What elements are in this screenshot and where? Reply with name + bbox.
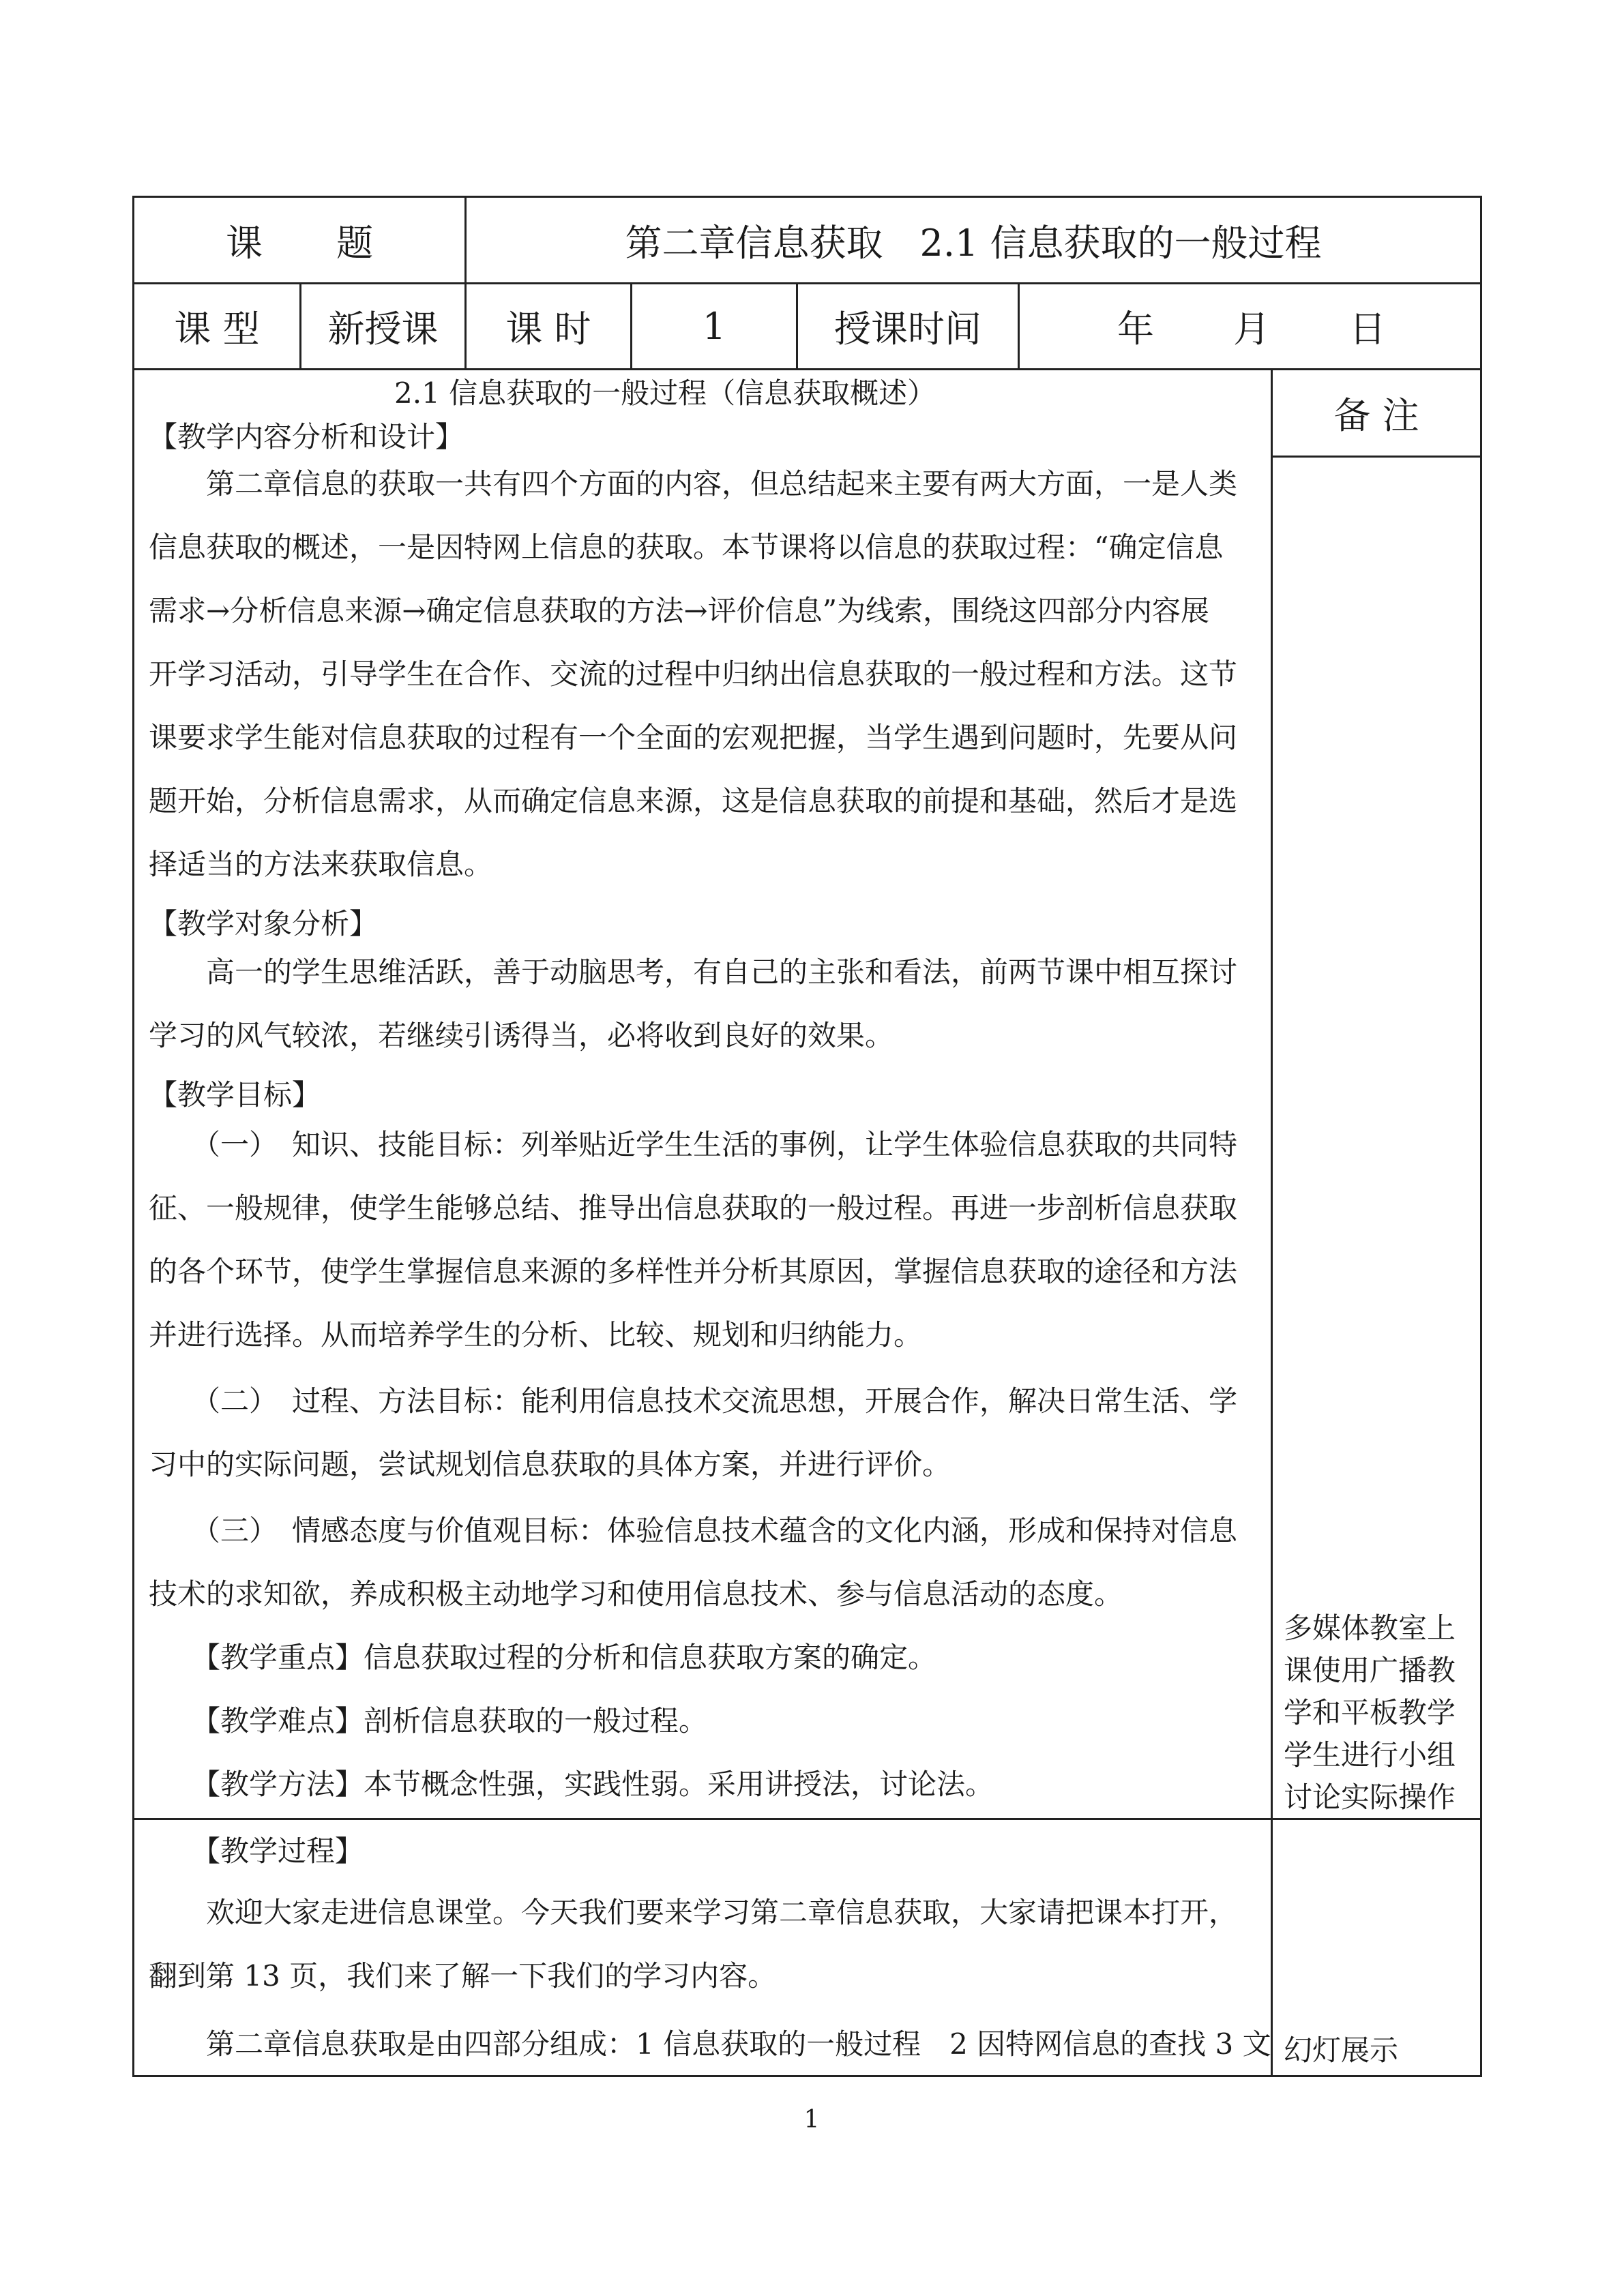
remarks-header-divider: [1271, 456, 1482, 458]
content-line: 的各个环节，使学生掌握信息来源的多样性并分析其原因，掌握信息获取的途径和方法: [149, 1255, 1238, 1288]
content-line: （二） 过程、方法目标：能利用信息技术交流思想，开展合作，解决日常生活、学: [149, 1384, 1238, 1418]
content-line: （一） 知识、技能目标：列举贴近学生生活的事例，让学生体验信息获取的共同特: [149, 1128, 1238, 1161]
hours-label: 课 时: [505, 308, 591, 351]
content-line: 开学习活动，引导学生在合作、交流的过程中归纳出信息获取的一般过程和方法。这节: [149, 657, 1238, 691]
content-line: （三） 情感态度与价值观目标：体验信息技术蕴含的文化内涵，形成和保持对信息: [149, 1514, 1238, 1547]
time-label: 授课时间: [834, 308, 981, 351]
column-divider: [1018, 282, 1020, 370]
topic-label: 课 题: [226, 221, 373, 265]
content-line: 课要求学生能对信息获取的过程有一个全面的宏观把握，当学生遇到问题时，先要从问: [149, 721, 1238, 754]
table-border-bottom: [132, 2075, 1482, 2077]
content-line: 【教学目标】: [149, 1078, 321, 1112]
remark-multimedia: 多媒体教室上课使用广播教学和平板教学学生进行小组讨论实际操作: [1284, 1611, 1456, 1814]
content-line: 【教学内容分析和设计】: [149, 420, 464, 453]
table-border-left: [132, 196, 134, 2077]
content-line: 技术的求知欲，养成积极主动地学习和使用信息技术、参与信息活动的态度。: [149, 1577, 1123, 1611]
page-number: 1: [803, 2106, 820, 2134]
content-line: 并进行选择。从而培养学生的分析、比较、规划和归纳能力。: [149, 1318, 923, 1352]
remarks-label: 备 注: [1333, 394, 1419, 437]
content-line: 习中的实际问题，尝试规划信息获取的具体方案，并进行评价。: [149, 1448, 951, 1481]
content-line: 【教学方法】本节概念性强，实践性弱。采用讲授法，讨论法。: [149, 1768, 994, 1801]
day-label: 日: [1349, 308, 1386, 351]
process-line: 欢迎大家走进信息课堂。今天我们要来学习第二章信息获取，大家请把课本打开，: [149, 1896, 1238, 1929]
year-label: 年: [1117, 308, 1154, 351]
content-line: 【教学对象分析】: [149, 907, 379, 940]
content-line: 第二章信息的获取一共有四个方面的内容，但总结起来主要有两大方面，一是人类: [149, 467, 1238, 501]
hours-value: 1: [702, 305, 726, 348]
content-line: 题开始，分析信息需求，从而确定信息来源，这是信息获取的前提和基础，然后才是选: [149, 784, 1238, 818]
content-line: 学习的风气较浓，若继续引诱得当，必将收到良好的效果。: [149, 1019, 894, 1052]
topic-value: 第二章信息获取 2.1 信息获取的一般过程: [625, 221, 1322, 265]
content-line: 【教学重点】信息获取过程的分析和信息获取方案的确定。: [149, 1641, 937, 1674]
remarks-column-divider: [1271, 368, 1273, 2077]
content-line: 信息获取的概述，一是因特网上信息的获取。本节课将以信息的获取过程：“确定信息: [149, 531, 1224, 564]
table-row-divider: [132, 1818, 1482, 1820]
content-line: 【教学难点】剖析信息获取的一般过程。: [149, 1704, 708, 1738]
content-line: 征、一般规律，使学生能够总结、推导出信息获取的一般过程。再进一步剖析信息获取: [149, 1191, 1238, 1225]
process-line: 第二章信息获取是由四部分组成：1 信息获取的一般过程 2 因特网信息的查找 3 文: [149, 2027, 1271, 2061]
remark-slideshow: 幻灯展示: [1284, 2033, 1399, 2067]
content-line: 需求→分析信息来源→确定信息获取的方法→评价信息”为线索，围绕这四部分内容展: [149, 594, 1210, 627]
type-value: 新授课: [327, 308, 439, 351]
content-line: 高一的学生思维活跃，善于动脑思考，有自己的主张和看法，前两节课中相互探讨: [149, 955, 1238, 989]
type-label: 课 型: [174, 308, 260, 351]
month-label: 月: [1233, 308, 1270, 351]
process-line: 翻到第 13 页，我们来了解一下我们的学习内容。: [149, 1959, 777, 1993]
table-border-right: [1480, 196, 1482, 2077]
content-line: 择适当的方法来获取信息。: [149, 848, 493, 881]
section-title: 2.1 信息获取的一般过程（信息获取概述）: [394, 376, 936, 410]
process-line: 【教学过程】: [149, 1834, 364, 1868]
